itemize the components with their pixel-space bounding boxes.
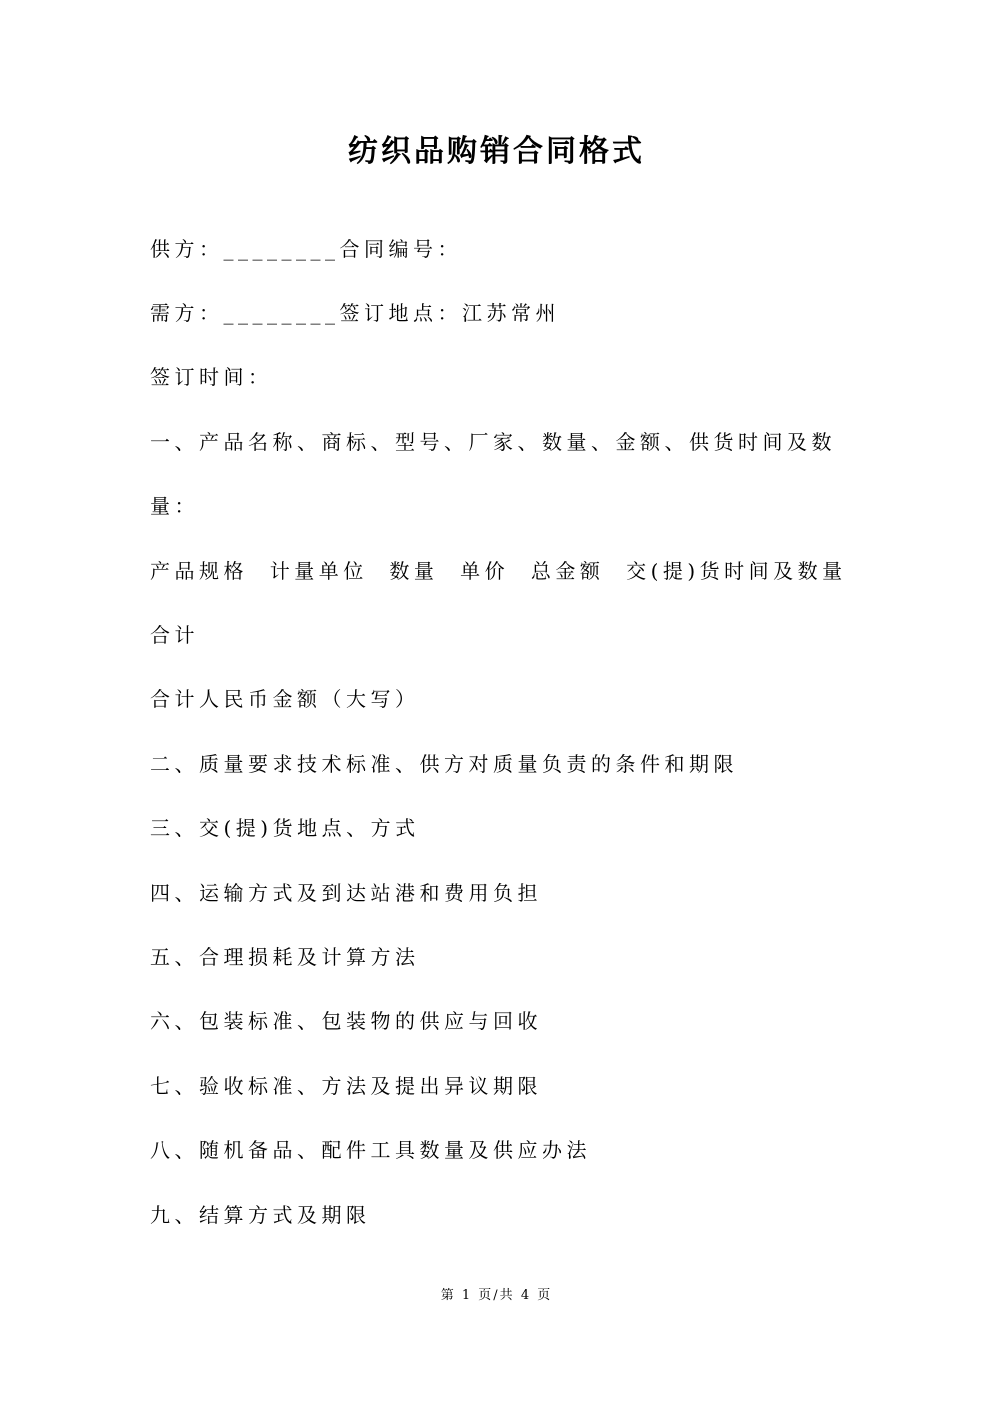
clause-8-line: 八、随机备品、配件工具数量及供应办法 — [150, 1138, 591, 1163]
clause-4-line: 四、运输方式及到达站港和费用负担 — [150, 880, 542, 905]
signing-time-line: 签订时间： — [150, 365, 273, 390]
clause-7-line: 七、验收标准、方法及提出异议期限 — [150, 1073, 542, 1098]
clause-9-line: 九、结算方式及期限 — [150, 1202, 371, 1227]
table-header-line: 产品规格 计量单位 数量 单价 总金额 交(提)货时间及数量 — [150, 558, 847, 583]
document-body — [150, 215, 910, 1245]
clause-1-line: 一、产品名称、商标、型号、厂家、数量、金额、供货时间及数 — [150, 429, 836, 454]
total-amount-words-line: 合计人民币金额（大写） — [150, 687, 420, 712]
supplier-line: 供方：________合同编号： — [150, 236, 462, 261]
clause-5-line: 五、合理损耗及计算方法 — [150, 944, 420, 969]
document-title: 纺织品购销合同格式 — [348, 134, 645, 169]
total-line: 合计 — [150, 623, 199, 648]
clause-2-line: 二、质量要求技术标准、供方对质量负责的条件和期限 — [150, 751, 738, 776]
clause-1-wrap-line: 量： — [150, 494, 199, 519]
clause-3-line: 三、交(提)货地点、方式 — [150, 816, 420, 841]
page-number-footer: 第 1 页/共 4 页 — [440, 1288, 553, 1303]
clause-6-line: 六、包装标准、包装物的供应与回收 — [150, 1009, 542, 1034]
buyer-line: 需方：________签订地点：江苏常州 — [150, 301, 560, 326]
